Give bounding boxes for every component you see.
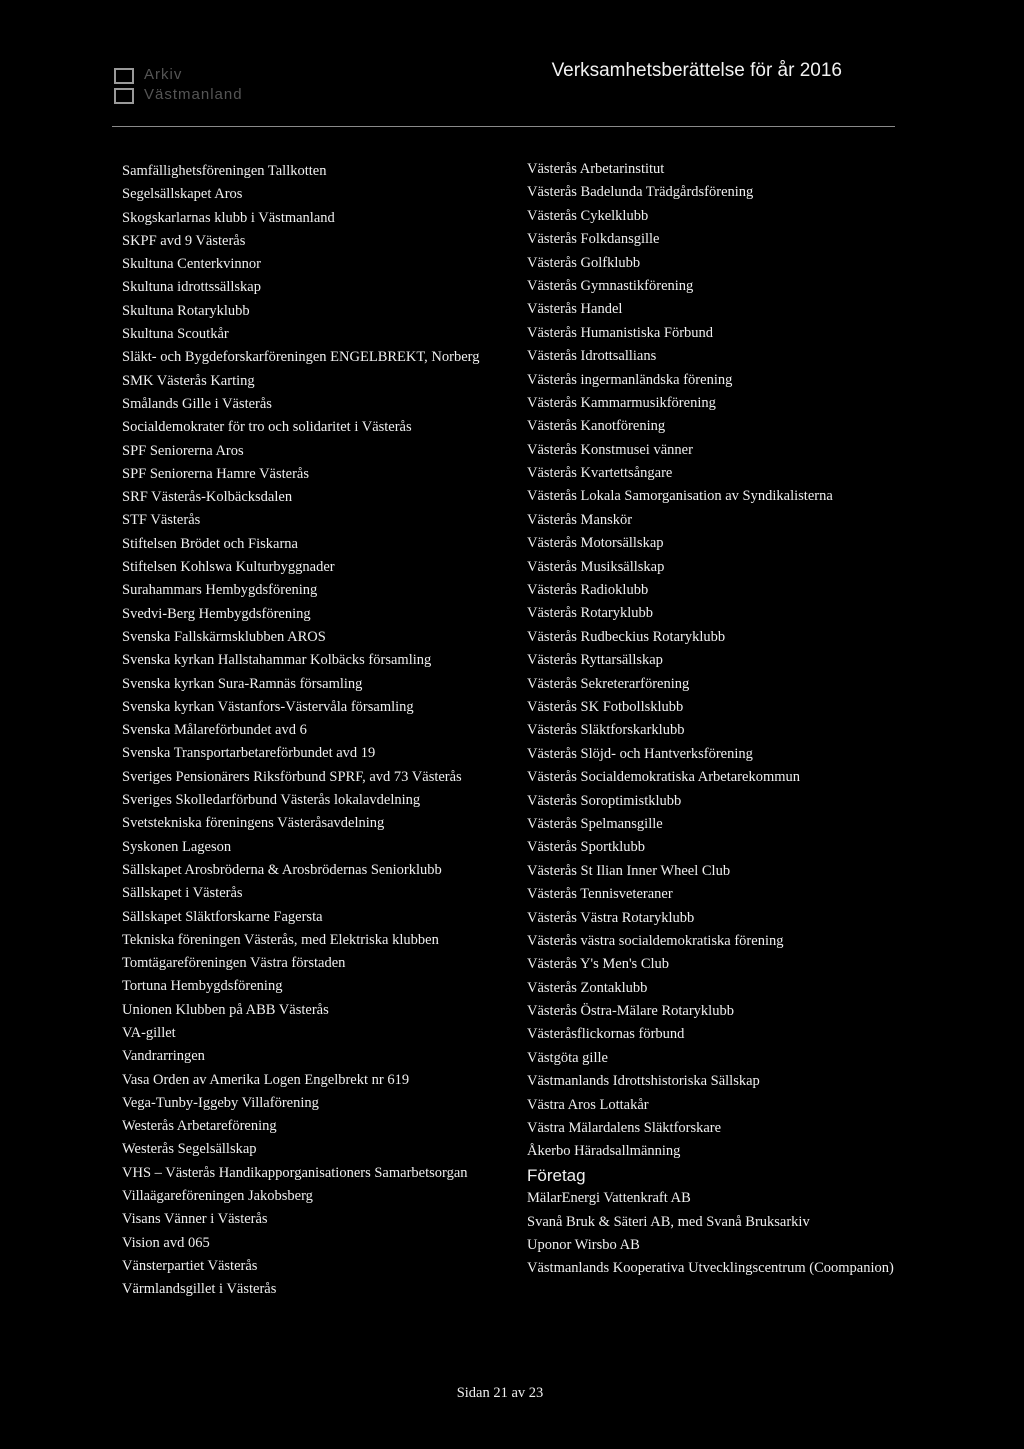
organization-list-item: Västerås St Ilian Inner Wheel Club xyxy=(527,862,731,879)
organization-list-item: Västerås Handel xyxy=(527,301,623,318)
organization-list-item: Skultuna Centerkvinnor xyxy=(122,256,261,273)
organization-list-item: Åkerbo Häradsallmänning xyxy=(527,1143,681,1160)
organization-list-item: Svetstekniska föreningens Västeråsavdelning xyxy=(122,815,385,832)
organization-list-item: VHS – Västerås Handikapporganisationers Samarbetsorgan xyxy=(122,1164,468,1181)
organization-list-item: Samfällighetsföreningen Tallkotten xyxy=(122,163,327,179)
organization-list-item: Vega-Tunby-Iggeby Villaförening xyxy=(122,1094,319,1111)
organization-list-item: Svenska kyrkan Hallstahammar Kolbäcks församling xyxy=(122,652,432,669)
organization-list-item: Västerås Tennisveteraner xyxy=(527,886,673,903)
organization-list-item: Svenska kyrkan Västanfors-Västervåla församling xyxy=(122,698,414,715)
organization-list-item: Svenska Transportarbetareförbundet avd 19 xyxy=(122,745,376,762)
organization-list-item: Västerås Zontaklubb xyxy=(527,979,648,996)
company-list-item: Svanå Bruk & Säteri AB, med Svanå Bruksarkiv xyxy=(527,1213,810,1230)
organization-list-item: Tomtägareföreningen Västra förstaden xyxy=(122,955,346,972)
organization-list-item: Sällskapet Släktforskarne Fagersta xyxy=(122,908,323,925)
organization-list-item: Västerås Cykelklubb xyxy=(527,207,649,224)
organization-list-item: Västerås Lokala Samorganisation av Syndikalisterna xyxy=(527,488,833,505)
logo xyxy=(110,62,300,112)
organization-list-item: Västerås Soroptimistklubb xyxy=(527,792,682,809)
organization-list-item: Västerås Sekreterarförening xyxy=(527,675,690,692)
organization-list-item: Sveriges Pensionärers Riksförbund SPRF, avd 73 Västerås xyxy=(122,768,462,785)
organization-list-item: Västra Mälardalens Släktforskare xyxy=(527,1120,722,1137)
company-list-item: Uponor Wirsbo AB xyxy=(527,1236,640,1253)
organization-list-item: Villaägareföreningen Jakobsberg xyxy=(122,1188,313,1205)
organization-list-item: Unionen Klubben på ABB Västerås xyxy=(122,1001,329,1018)
organization-list-item: Skogskarlarnas klubb i Västmanland xyxy=(122,209,335,226)
logo-emblem-lower-icon xyxy=(114,88,134,104)
organization-list-item: Westerås Arbetareförening xyxy=(122,1118,277,1135)
organization-list-item: SPF Seniorerna Hamre Västerås xyxy=(122,465,309,482)
organization-list-item: VA-gillet xyxy=(122,1024,176,1041)
organization-list-item: Västerås Spelmansgille xyxy=(527,815,663,832)
organization-list-item: Stiftelsen Kohlswa Kulturbyggnader xyxy=(122,559,335,576)
organization-list-item: SPF Seniorerna Aros xyxy=(122,442,244,459)
organization-list-item: Släkt- och Bygdeforskarföreningen ENGELBREKT, Norberg xyxy=(122,349,480,366)
organization-list-item: Svedvi-Berg Hembygdsförening xyxy=(122,605,311,622)
organization-list-item: Sveriges Skolledarförbund Västerås lokalavdelning xyxy=(122,792,421,809)
organization-list-item: Tortuna Hembygdsförening xyxy=(122,978,283,995)
organization-list-item: Västerås Idrottsallians xyxy=(527,348,657,365)
company-list-item: Västmanlands Kooperativa Utvecklingscentrum (Coompanion) xyxy=(527,1260,894,1277)
organization-list-item: Västerås Västra Rotaryklubb xyxy=(527,909,695,926)
organization-list-item: Västerås Rotaryklubb xyxy=(527,605,654,622)
organization-list-item: Västerås Kvartettsångare xyxy=(527,465,673,482)
organization-list-item: Västerås SK Fotbollsklubb xyxy=(527,698,684,715)
header-title: Verksamhetsberättelse för år 2016 xyxy=(551,60,842,81)
organization-list-item: STF Västerås xyxy=(122,512,201,529)
organization-list-item: Västerås ingermanländska förening xyxy=(527,371,733,388)
organization-list-item: Syskonen Lageson xyxy=(122,838,232,855)
organization-list-item: Segelsällskapet Aros xyxy=(122,186,243,203)
organization-list-item: Sällskapet Arosbröderna & Arosbrödernas Seniorklubb xyxy=(122,861,442,878)
organization-list-item: Västerås Folkdansgille xyxy=(527,231,660,248)
page-number: Sidan 21 av 23 xyxy=(456,1385,544,1401)
organization-list-item: Vandrarringen xyxy=(122,1048,205,1065)
organization-list-item: Västerås Socialdemokratiska Arbetarekommun xyxy=(527,769,801,786)
organization-list-item: Västerås Gymnastikförening xyxy=(527,277,694,294)
organization-list-item: Västerås Kammarmusikförening xyxy=(527,394,716,411)
logo-emblem-icon xyxy=(114,68,134,84)
organization-list-item: Västeråsflickornas förbund xyxy=(527,1026,685,1043)
logo-text-vastmanland: Västmanland xyxy=(144,86,243,103)
organization-list-item: SMK Västerås Karting xyxy=(122,372,255,389)
organization-list-item: Svenska kyrkan Sura-Ramnäs församling xyxy=(122,675,363,692)
organization-list-item: Vision avd 065 xyxy=(122,1234,210,1251)
organization-list-item: Västerås Arbetarinstitut xyxy=(527,161,665,177)
organization-list-item: Västerås Humanistiska Förbund xyxy=(527,324,714,341)
organization-list-item: Svenska Fallskärmsklubben AROS xyxy=(122,628,326,645)
organization-list-item: Vänsterpartiet Västerås xyxy=(122,1257,258,1274)
organization-list-item: Surahammars Hembygdsförening xyxy=(122,582,318,599)
organization-list-item: Västerås Konstmusei vänner xyxy=(527,441,693,458)
organization-list-item: Smålands Gille i Västerås xyxy=(122,395,272,412)
organization-list-item: Västerås Musiksällskap xyxy=(527,558,665,575)
company-list-item: MälarEnergi Vattenkraft AB xyxy=(527,1190,691,1207)
organization-list-item: SKPF avd 9 Västerås xyxy=(122,232,246,249)
organization-list-item: Sällskapet i Västerås xyxy=(122,885,243,902)
organization-list-item: Tekniska föreningen Västerås, med Elektriska klubben xyxy=(122,931,439,948)
organization-list-item: Västerås Golfklubb xyxy=(527,254,641,271)
organization-list-item: Västerås Y's Men's Club xyxy=(527,956,670,973)
right-column-list xyxy=(527,158,917,1281)
organization-list-item: Västgöta gille xyxy=(527,1049,608,1066)
organization-list-item: Västerås Ryttarsällskap xyxy=(527,652,663,669)
left-column-list xyxy=(122,160,502,1302)
organization-list-item: Socialdemokrater för tro och solidaritet i Västerås xyxy=(122,419,412,436)
organization-list-item: Skultuna Scoutkår xyxy=(122,326,229,343)
header-divider xyxy=(112,126,895,127)
organization-list-item: Västerås Östra-Mälare Rotaryklubb xyxy=(527,1003,734,1020)
companies-heading: Företag xyxy=(527,1165,586,1185)
organization-list-item: Vasa Orden av Amerika Logen Engelbrekt nr 619 xyxy=(122,1071,410,1088)
organization-list-item: Svenska Målareförbundet avd 6 xyxy=(122,722,307,739)
organization-list-item: Visans Vänner i Västerås xyxy=(122,1211,268,1228)
organization-list-item: Västra Aros Lottakår xyxy=(527,1096,649,1113)
organization-list-item: Västmanlands Idrottshistoriska Sällskap xyxy=(527,1073,760,1090)
organization-list-item: Västerås Sportklubb xyxy=(527,839,645,856)
organization-list-item: Skultuna Rotaryklubb xyxy=(122,302,250,319)
organization-list-item: Västerås Manskör xyxy=(527,511,633,528)
logo-text-arkiv: Arkiv xyxy=(144,66,183,83)
organization-list-item: Västerås västra socialdemokratiska förening xyxy=(527,932,784,949)
organization-list-item: Värmlandsgillet i Västerås xyxy=(122,1281,277,1298)
organization-list-item: SRF Västerås-Kolbäcksdalen xyxy=(122,489,293,506)
organization-list-item: Skultuna idrottssällskap xyxy=(122,279,261,296)
organization-list-item: Westerås Segelsällskap xyxy=(122,1141,257,1158)
organization-list-item: Västerås Slöjd- och Hantverksförening xyxy=(527,745,753,762)
organization-list-item: Västerås Kanotförening xyxy=(527,418,666,435)
organization-list-item: Västerås Badelunda Trädgårdsförening xyxy=(527,184,754,201)
organization-list-item: Västerås Släktforskarklubb xyxy=(527,722,685,739)
organization-list-item: Västerås Motorsällskap xyxy=(527,535,664,552)
organization-list-item: Västerås Rudbeckius Rotaryklubb xyxy=(527,628,726,645)
organization-list-item: Stiftelsen Brödet och Fiskarna xyxy=(122,535,298,552)
organization-list-item: Västerås Radioklubb xyxy=(527,582,649,599)
